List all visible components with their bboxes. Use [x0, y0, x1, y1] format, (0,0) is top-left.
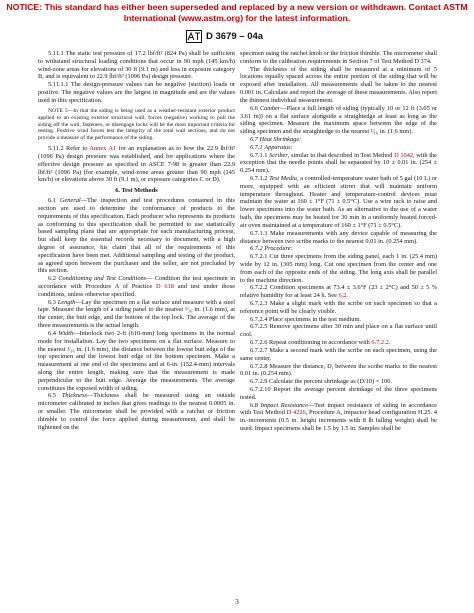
paragraph-6-7-2-2: 6.7.2.2 Condition specimens at 73.4 ± 3.6°F (23 ± 2°C) and 50 ± 5 % relative humidity for at least 24 h. See 6.2. [240, 284, 437, 300]
paragraph-6-6: 6.6 Camber—Place a full length of siding (typically 10 or 12 ft (3.05 or 3.61 m)) on a flat surface alongside a straightedge at least as long as the siding specimen. Measure the maximum space between the edge of the siding specimen and the straightedge to the nearest ¹⁄₁₆ in. (1.6 mm). [240, 104, 438, 136]
paragraph-5-11-2: 5.11.2 Refer to Annex A1 for an explanation as to how the 22.9 lbf/ft² (1096 Pa) design pressure was established, and for applications where the effective design pressure as specified in ASCE 7-98 is greater than 22.9 lbf/ft² (1096 Pa) (for example, wind-zone areas greater than 90 mph (145 km/h) or elevations above 30 ft (9.1 m), or exposure categories C or D). [38, 145, 235, 184]
paragraph-6-1: 6.1 General—The inspection and test procedures contained in this section are used to determine the conformance of products to the requirements of this specification. Each producer who represents its products as conforming to this specification shall be permitted to use statistically based sampling plans that are appropriate for each manufacturing process, but shall keep the essential records necessary to document, with a high degree of assurance, his claim that all of the requirements of this specification have been met. Additional sampling and testing of the product, as agreed upon between the purchaser and the seller, are not precluded by this section. [38, 197, 235, 275]
paragraph-6-3: 6.3 Length—Lay the specimen on a flat surface and measure with a steel tape. Measure the length of a siding panel to the nearest ¹⁄₁₆ in. (1.6 mm), at the center, the butt edge, and the bottom of the top lock. The average of the three measurements is the actual length. [38, 298, 236, 330]
section-6-heading: 6. Test Methods [115, 187, 158, 195]
paragraph-6-7-2-4: 6.7.2.4 Place specimens in the test medium. [250, 315, 361, 323]
standard-designation: D 3679 – 04a [206, 31, 264, 42]
paragraph-6-7-1-3: 6.7.1.3 Make measurements with any device capable of measuring the distance between two scribe marks to the nearest 0.01 in. (0.254 mm). [240, 229, 437, 245]
paragraph-6-7-2: 6.7.2 Procedure: [250, 245, 293, 253]
note-5: NOTE 5—In that the siding is being used as a weather-resistant exterior product applied to an existing exterior structural wall, forces (negative) working to pull the siding off the wall, fasteners, or disengage locks will be the most important criteria for testing. Positive wind forces test the integrity of the total wall sections, and do not provide a measure of the performance of the siding. [38, 107, 235, 142]
paragraph-6-7-2-9: 6.7.2.9 Calculate the percent shrinkage as (D/10) × 100. [250, 378, 393, 386]
paragraph-6-7-2-3: 6.7.2.3 Make a slight mark with the scribe on each specimen so that a reference point will be clearly visible. [240, 300, 437, 315]
paragraph-5-11-1: 5.11.1 The static test pressure of 17.2 lbf/ft² (824 Pa) shall be sufficient to withstand structural loading conditions that occur in 90 mph (145 km/h) wind-zone areas for elevations of 30 ft (9.1 m) and less in exposure category B, and is equivalent to 22.9 lbf/ft² (1096 Pa) design pressure. [38, 50, 235, 81]
section-6-2-link[interactable]: 6.2 [338, 292, 347, 300]
paragraph-6-7-1-2: 6.7.1.2 Test Media, a controlled-temperature water bath of 5 gal (10 L) or more, equipped with an efficient stirrer that will maintain uniform temperature throughout. Heater and temperature-control devices must maintain the water at 160 ± 1°F (71 ± 0.5°C). Use a wire rack to raise and lower specimens into the water bath. As an alternative to the use of a water bath, the specimens may be heated for 30 min in a uniformly heated forced-air oven maintained at a temperature of 160 ± 1°F (71 ± 0.5°C). [240, 175, 437, 229]
page-number: 3 [235, 598, 239, 606]
paragraph-5-11-1-1: 5.11.1.1 The design-pressure values can be negative (suction) loads or positive. The negative values are the largest in magnitude and are the values used in this specification. [38, 81, 235, 104]
section-6-7-2-2-link[interactable]: 6.7.2.2 [371, 339, 389, 347]
paragraph-6-7-2-6: 6.7.2.6 Repeat conditioning in accordance with 6.7.2.2. [250, 339, 391, 347]
supersession-notice [4, 2, 470, 23]
annex-a1-link[interactable]: Annex A1 [89, 145, 117, 153]
d1042-link[interactable]: D 1042 [394, 151, 414, 159]
paragraph-6-8: 6.8 Impact Resistance—Test impact resistance of siding in accordance with Test Method D 4226, Procedure A, impactor head configuration H.25. 4 in.-increments (0.5 in. height increments with 8 lb falling weight) shall be used. Impact specimens shall be 1.5 by 1.5 in. Samples shall be [240, 401, 438, 432]
notice-line-2: International (www.astm.org) for the latest information. [123, 12, 351, 23]
paragraph-6-7-2-1: 6.7.2.1 Cut three specimens from the siding panel, each 1 in. (25.4 mm) wide by 12 in. (305 mm) long. Cut one specimen from the center and one from each of the opposite ends of the siding. The long axis shall be parallel to the machine direction. [240, 253, 437, 284]
paragraph-6-2: 6.2 Conditioning and Test Conditions— Condition the test specimen in accordance with Procedure A of Practice D 618 and test under those conditions, unless otherwise specified. [38, 275, 236, 298]
paragraph-6-7-1-1: 6.7.1.1 Scriber, similar to that described in Test Method D 1042, with the exception that the needle points shall be separated by 10 ± 0.01 in. (254 ± 0.254 mm). [240, 151, 437, 175]
d618-link[interactable]: D 618 [156, 283, 174, 291]
paragraph-6-7: 6.7 Heat Shrinkage: [250, 135, 302, 143]
paragraph-6-5: 6.5 Thickness—Thickness shall be measured using an outside micrometer calibrated in inches that gives readings to the nearest 0.0005 in. or smaller. The micrometer shall be provided with a ratchet or friction thimble to control the force applied during measurement, and shall be tightened on the [38, 392, 236, 431]
page-header [0, 30, 474, 46]
paragraph-6-4: 6.4 Width—Interlock two 2-ft (610-mm) long specimens in the normal mode for installation. Lay the two specimens on a flat surface. Measure to the nearest ¹⁄₁₆ in. (1.6 mm), the distance between the lowest butt edge of the top specimen and the lowest butt edge of the bottom specimen. Make a measurement at one end of the specimens and at 6-in. (152.4-mm) intervals along the entire length, making sure that the measurement is made perpendicular to the butt edge. Average the measurements. The average constitutes the exposed width of siding. [38, 329, 235, 392]
notice-line-1: NOTICE: This standard has either been superseded and replaced by a new version or withdrawn. Contact ASTM [6, 2, 468, 12]
paragraph-6-7-2-10: 6.7.2.10 Report the average percent shrinkage of the three specimens tested. [240, 385, 437, 401]
paragraph-6-7-2-8: 6.7.2.8 Measure the distance, D, between the scribe marks to the nearest 0.01 in. (0.254 mm). [240, 362, 437, 378]
astm-logo-icon [186, 30, 202, 43]
right-column [240, 50, 437, 433]
paragraph-thickness-locations: The thickness of the siding shall be measured at a minimum of 5 locations equally spaced across the entire portion of the siding that will be exposed after installation. All measurements shall be taken to the nearest 0.001 in. Calculate and report the average of these measurements. Also report the thinnest individual measurement. [240, 65, 437, 104]
paragraph-6-5-cont: specimen using the ratchet knob or the friction thimble. The micrometer shall conform to the calibration requirements in Section 7 of Test Method D 374. [240, 50, 437, 65]
d4226-link[interactable]: D 4226 [286, 409, 306, 417]
paragraph-6-7-1: 6.7.1 Apparatus: [250, 143, 293, 151]
paragraph-6-7-2-7: 6.7.2.7 Make a second mark with the scribe on each specimen, using the same center. [240, 346, 437, 362]
left-column [38, 50, 235, 431]
paragraph-6-7-2-5: 6.7.2.5 Remove specimens after 30 min and place on a flat surface until cool. [240, 323, 437, 339]
